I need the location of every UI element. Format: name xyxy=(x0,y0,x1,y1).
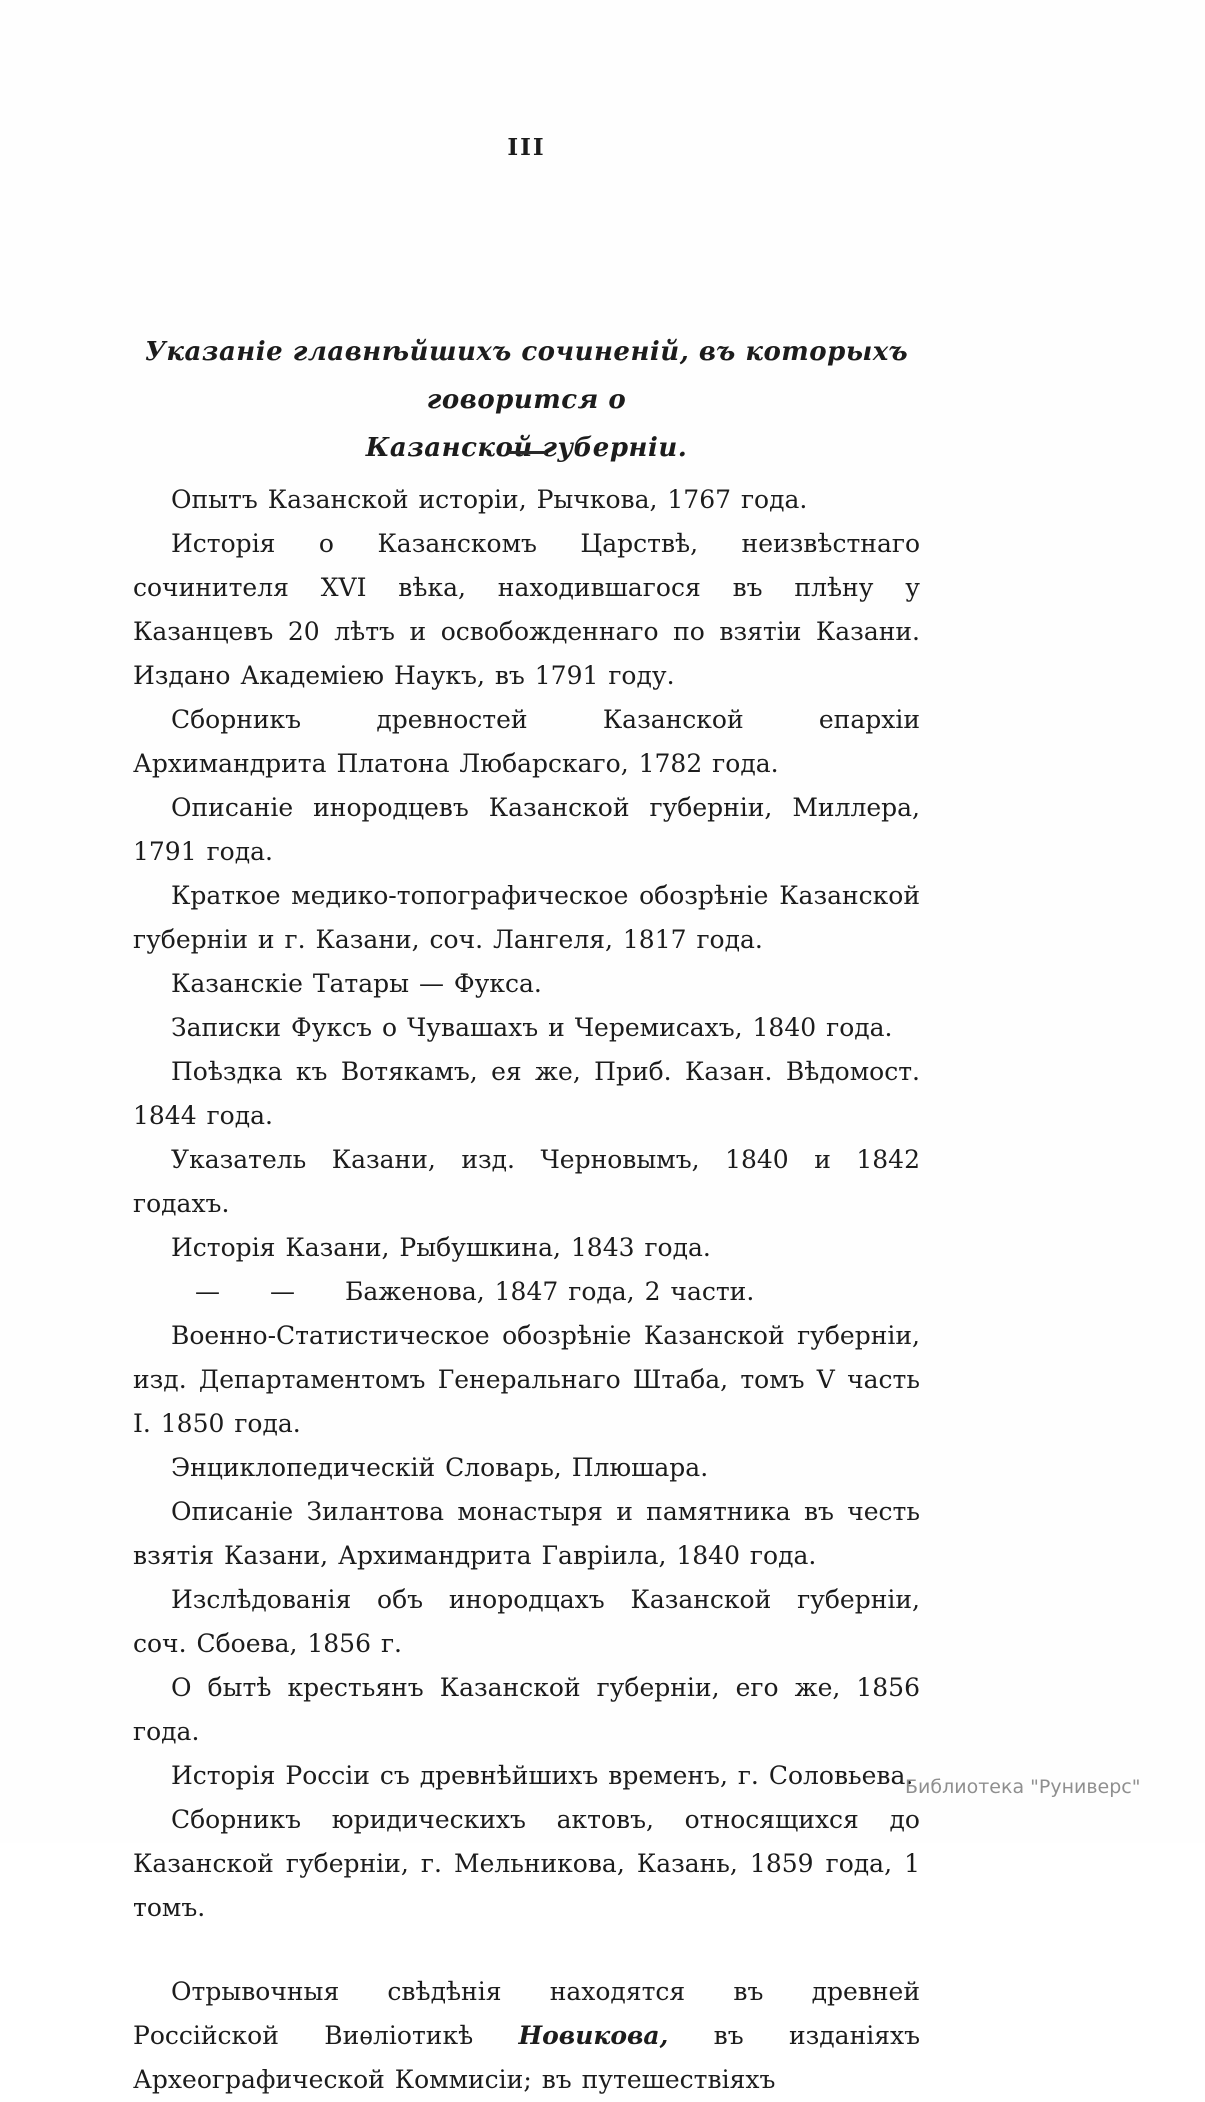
library-watermark: Библиотека "Руниверс" xyxy=(905,1776,1141,1798)
bibliography-entry: Исторія Казани, Рыбушкина, 1843 года. xyxy=(171,1233,711,1262)
closing-author-name: Новикова, xyxy=(518,2021,669,2050)
closing-paragraph xyxy=(133,1970,920,2102)
divider-dash xyxy=(508,451,546,454)
page-number: III xyxy=(507,134,546,161)
bibliography-entry: Описаніе инородцевъ Казанской губерніи, Миллера, 1791 года. xyxy=(133,793,920,866)
closing-text-part-2: въ изданіяхъ Археографической Коммисіи; въ путешествіяхъ xyxy=(133,2021,921,2094)
bibliography-entry: Описаніе Зилантова монастыря и памятника въ честь взятія Казани, Архимандрита Гавріила, 1840 года. xyxy=(133,1497,920,1570)
bibliography-entry: Опытъ Казанской исторіи, Рычкова, 1767 года. xyxy=(171,485,808,514)
bibliography-entry: Исторія Россіи съ древнѣйшихъ временъ, г. Соловьева. xyxy=(171,1761,914,1790)
bibliography-entry: Сборникъ юридическихъ актовъ, относящихся до Казанской губерніи, г. Мельникова, Казань, 1859 года, 1 томъ. xyxy=(133,1805,920,1922)
bibliography-entry: Казанскіе Татары — Фукса. xyxy=(171,969,542,998)
bibliography-entry: Энциклопедическій Словарь, Плюшара. xyxy=(171,1453,709,1482)
bibliography-entry: Записки Фуксъ о Чувашахъ и Черемисахъ, 1840 года. xyxy=(171,1013,893,1042)
bibliography-entry: Поѣздка къ Вотякамъ, ея же, Приб. Казан. Вѣдомост. 1844 года. xyxy=(133,1057,920,1130)
bibliography-entry: Краткое медико-топографическое обозрѣніе Казанской губерніи и г. Казани, соч. Лангеля, 1817 года. xyxy=(133,881,920,954)
bibliography-entry: Исторія о Казанскомъ Царствѣ, неизвѣстнаго сочинителя XVI вѣка, находившагося въ плѣну у Казанцевъ 20 лѣтъ и освобожденнаго по взятіи Казани. Издано Академіею Наукъ, въ 1791 году. xyxy=(133,529,920,690)
section-heading-line-2: Казанской губерніи. xyxy=(365,433,688,463)
bibliography-entry-ditto: — — Баженова, 1847 года, 2 части. xyxy=(195,1277,755,1306)
bibliography-entry: Указатель Казани, изд. Черновымъ, 1840 и 1842 годахъ. xyxy=(133,1145,920,1218)
closing-text-part-1: Отрывочныя свѣдѣнія находятся въ древней Россійской Виѳліотикѣ xyxy=(133,1977,920,2050)
section-heading-line-1: Указаніе главнѣйшихъ сочиненій, въ которыхъ говорится о xyxy=(144,337,909,415)
bibliography-entry: О бытѣ крестьянъ Казанской губерніи, его же, 1856 года. xyxy=(133,1673,920,1746)
heading-divider-rule xyxy=(133,442,920,461)
bibliography-entry: Военно-Статистическое обозрѣніе Казанской губерніи, изд. Департаментомъ Генеральнаго Штаба, томъ V часть I. 1850 года. xyxy=(133,1321,920,1438)
bibliography-entry: Изслѣдованія объ инородцахъ Казанской губерніи, соч. Сбоева, 1856 г. xyxy=(133,1585,920,1658)
bibliography-entry: Сборникъ древностей Казанской епархіи Архимандрита Платона Любарскаго, 1782 года. xyxy=(133,705,920,778)
bibliography-list xyxy=(133,478,920,2102)
